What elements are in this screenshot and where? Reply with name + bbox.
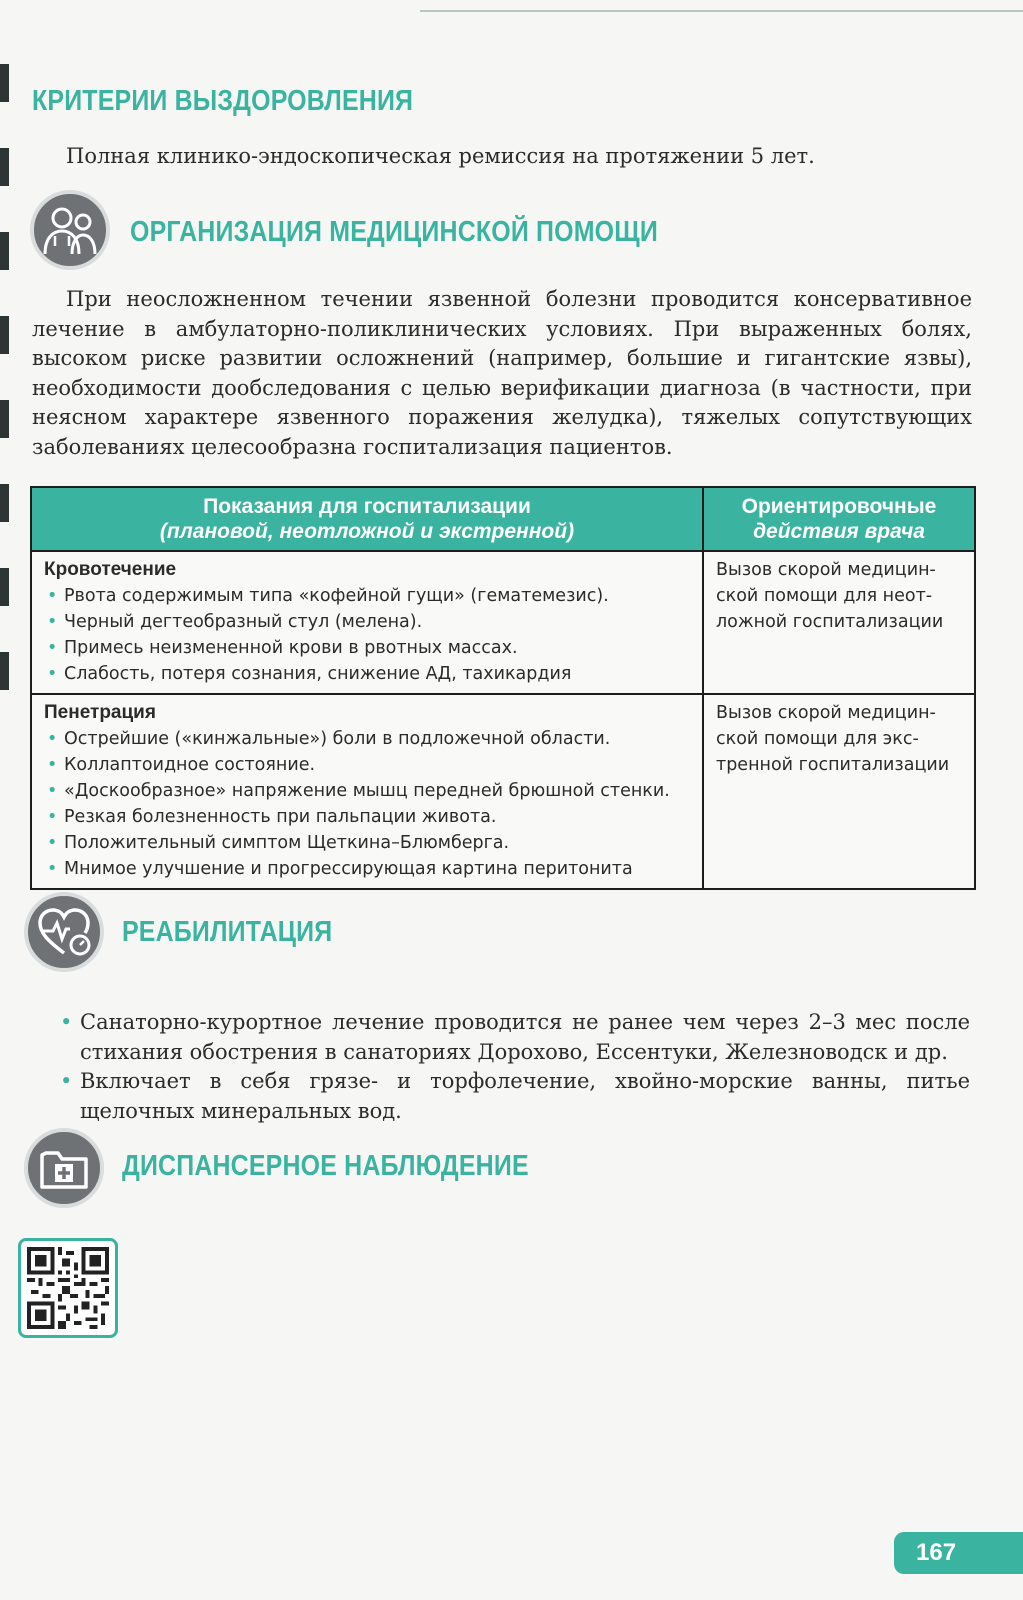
page-number: 167 (894, 1532, 1023, 1574)
indications-cell (31, 551, 703, 694)
indication-list (44, 583, 692, 687)
list-item: • Положительный симптом Щеткина–Блюмберга. (44, 830, 692, 856)
action-cell (703, 694, 975, 889)
action-line: ской помощи для экс- (716, 729, 919, 749)
edge-mark (0, 316, 9, 354)
organization-paragraph: При неосложненном течении язвенной болезни проводится консервативное лечение в амбулаторно-поликлинических условиях. При выраженных болях, высоком риске развитии осложнений (например, большие и гигантские язвы), необходимости дообследования с целью верификации диагноза (в частности, при неясном характере язвенного поражения желудка), тяжелых сопутствующих заболеваниях целесообразна госпитализация пациентов. (32, 287, 972, 459)
edge-mark (0, 64, 9, 102)
dispensary-title: ДИСПАНСЕРНОЕ НАБЛЮДЕНИЕ (122, 1150, 529, 1182)
list-item: • Примесь неизмененной крови в рвотных массах. (44, 635, 692, 661)
header-actions-line1: Ориентировочные (741, 495, 937, 518)
indications-cell (31, 694, 703, 889)
medical-folder-icon (24, 1128, 104, 1208)
table-row (31, 551, 975, 694)
edge-mark (0, 232, 9, 270)
action-line: ложной госпитализации (716, 612, 944, 632)
list-item: • Рвота содержимым типа «кофейной гущи» (гематемезис). (44, 583, 692, 609)
list-item: • Коллаптоидное состояние. (44, 752, 692, 778)
list-item: • Санаторно-курортное лечение проводится не ранее чем через 2–3 мес после стихания обострения в санаториях Дорохово, Ессентуки, Железноводск и др. (58, 1008, 970, 1067)
list-item: • «Доскообразное» напряжение мышц передней брюшной стенки. (44, 778, 692, 804)
edge-mark (0, 484, 9, 522)
organization-title: ОРГАНИЗАЦИЯ МЕДИЦИНСКОЙ ПОМОЩИ (130, 216, 658, 248)
list-item: • Острейшие («кинжальные») боли в подложечной области. (44, 726, 692, 752)
rehabilitation-title: РЕАБИЛИТАЦИЯ (122, 916, 333, 948)
header-indications-line2: (плановой, неотложной и экстренной) (159, 520, 575, 543)
table-header-row (31, 487, 975, 551)
indication-list (44, 726, 692, 882)
table-header-actions (703, 487, 975, 551)
table-row (31, 694, 975, 889)
list-item: • Включает в себя грязе- и торфолечение, хвойно-морские ванны, питье щелочных минеральных вод. (58, 1067, 970, 1126)
category-label: Пенетрация (44, 702, 156, 723)
top-rule (420, 10, 1023, 12)
action-line: ской помощи для неот- (716, 586, 933, 606)
edge-mark (0, 652, 9, 690)
qr-code[interactable] (18, 1238, 118, 1338)
table-header-indications (31, 487, 703, 551)
edge-mark (0, 148, 9, 186)
category-label: Кровотечение (44, 559, 177, 580)
recovery-text: Полная клинико-эндоскопическая ремиссия на протяжении 5 лет. (66, 144, 815, 168)
heart-pulse-icon (24, 892, 104, 972)
hospitalization-table (30, 486, 976, 890)
list-item: • Слабость, потеря сознания, снижение АД, тахикардия (44, 661, 692, 687)
action-line: Вызов скорой медицин- (716, 560, 936, 580)
header-actions-line2: действия врача (753, 520, 925, 543)
list-item: • Черный дегтеобразный стул (мелена). (44, 609, 692, 635)
doctors-icon (30, 190, 110, 270)
edge-mark (0, 400, 9, 438)
list-item: • Резкая болезненность при пальпации живота. (44, 804, 692, 830)
action-cell (703, 551, 975, 694)
edge-mark (0, 568, 9, 606)
recovery-title: КРИТЕРИИ ВЫЗДОРОВЛЕНИЯ (32, 85, 414, 117)
action-line: Вызов скорой медицин- (716, 703, 936, 723)
header-indications-line1: Показания для госпитализации (203, 495, 531, 518)
action-line: тренной госпитализации (716, 755, 950, 775)
list-item: • Мнимое улучшение и прогрессирующая картина перитонита (44, 856, 692, 882)
rehabilitation-list (58, 1008, 970, 1126)
